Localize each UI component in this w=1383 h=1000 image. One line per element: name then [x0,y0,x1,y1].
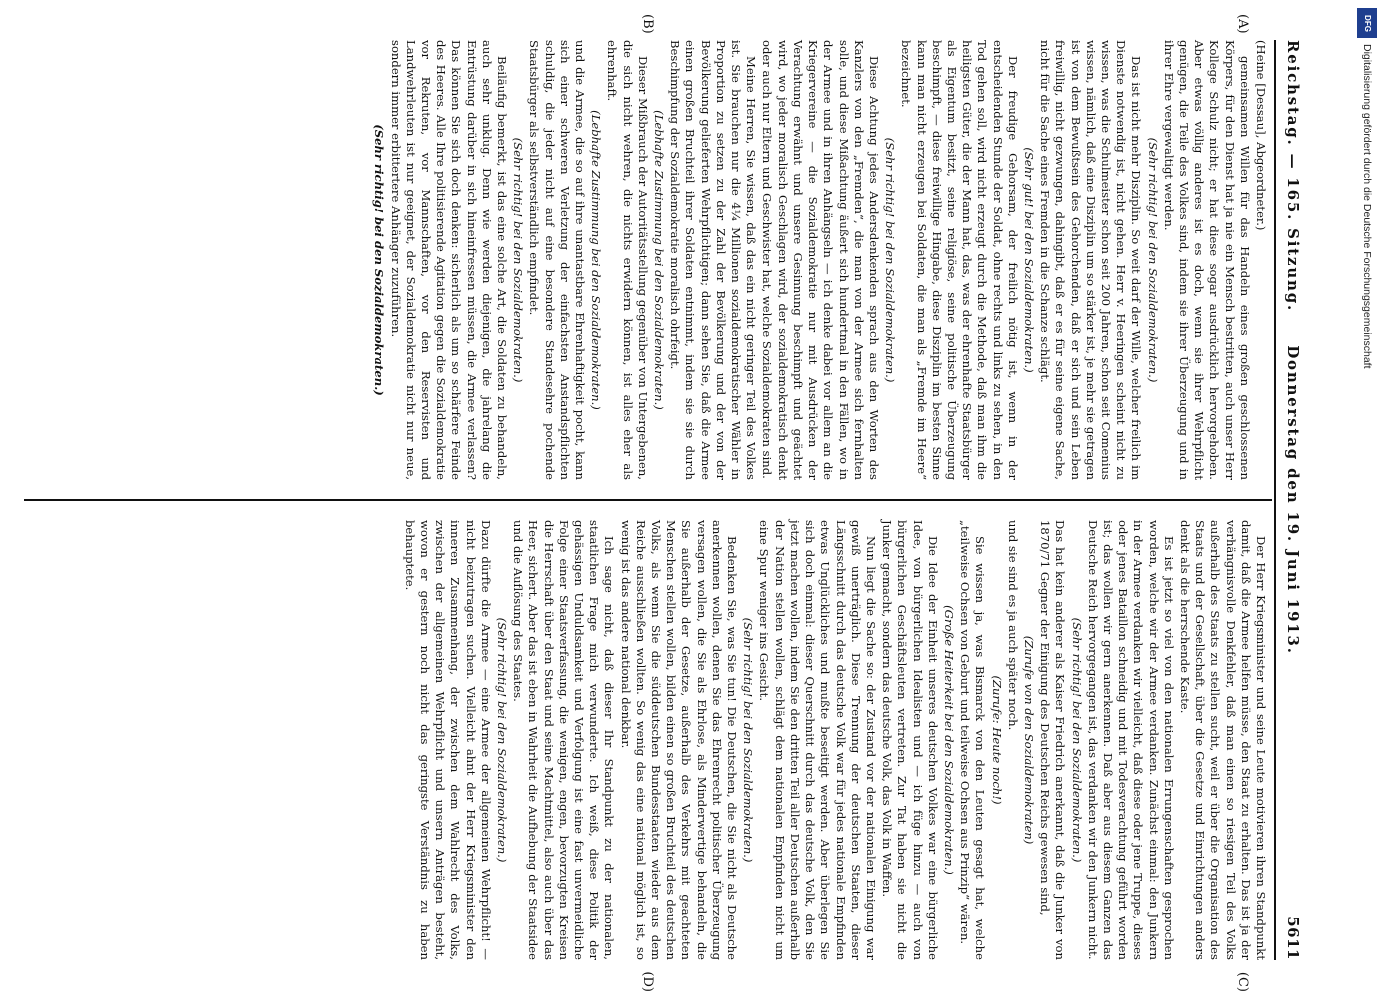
margin-marker-c: (C) [1235,971,1250,992]
paragraph: und sie sind es ja auch später noch. [1005,520,1020,731]
column-divider [24,499,1272,501]
paragraph: Nun liegt die Sache so: der Zustand vor der nationalen Einigung war gewiß unerträglich. Diese Trennung der deutschen Staaten, dieser Längsschnitt durch das deutsche Volk war für jedes nationale Empfinden etwas Unglückliches und mußte beseitigt werden. Aber überlegen Sie sich doch einmal: dieser Querschnitt durch das deutsche Volk, den Sie jetzt machen wollen, indem Sie den dritten Teil aller Deutschen außerhalb der Nation stellen wollen, schlägt dem nationalen Empfinden nicht um eine Spur weniger ins Gesicht. [757,520,878,960]
header-rule [1274,40,1276,960]
digitization-credit: Digitalisierung gefördert durch die Deutsche Forschungsgemeinschaft [1361,44,1373,369]
margin-marker-a: (A) [1235,14,1250,34]
interjection: (Zurufe: Heute noch!) [989,675,1004,805]
interjection: (Lebhafte Zustimmung bei den Sozialdemokraten.) [589,110,604,410]
digitization-strip [1355,8,1379,992]
page-header [1274,40,1302,960]
paragraph: Dazu dürfte die Armee — eine Armee der allgemeinen Wehrpflicht! — nicht beizutragen suchen. Vielleicht ahnt der Herr Kriegsminister den inneren Zusammenhang, der zwischen dem Wahlrecht des Volks, zwischen der allgemeinen Wehrpflicht und unsern Anträgen besteht, wovon er gestern noch nicht das geringste Verständnis zu haben behauptete. [402,520,493,960]
interjection: (Sehr richtig! bei den Sozialdemokraten.) [495,617,510,863]
header-left: Reichstag. — 165. Sitzung. [1284,40,1302,313]
paragraph: Es ist jetzt so viel von den nationalen Errungenschaften gesprochen worden, welche wir der Armee verdanken. Zunächst einmal: den Junkern in der Armee verdanken wir vielleicht, daß diese oder jene Truppe, dieses oder jenes Bataillon schneidig und mit Todesverachtung geführt worden ist; das wollen wir gern anerkennen. Daß aber aus diesem Ganzen das Deutsche Reich hervorgegangen ist, das verdanken wir den Junkern nicht. [1085,520,1176,960]
interjection: (Sehr richtig! bei den Sozialdemokraten.) [511,137,526,383]
dfg-logo: DFG [1357,8,1377,38]
paragraph: Diese Achtung jedes Andersdenkenden sprach aus den Worten des Kanzlers von den „Fremden“, die man von der Armee sich fernhalten solle, und diese Mißachtung äußert sich hundertmal in den Fällen, wo in der Armee und in ihren Anhängseln — ich denke dabei vor allem an die Kriegervereine — die Sozialdemokratie nur mit Ausdrücken der Verachtung erwähnt und unsere Gesinnung beschimpft und geächtet wird, wo jeder moralisch Geschlagen wird, der sozialdemokratisch denkt oder auch nur Eltern und Geschwister hat, welche Sozialdemokraten sind. [760,40,881,480]
paragraph: Beiläufig bemerkt, ist das eine solche Art, die Soldaten zu behandeln, auch sehr unklug. Denn wie werden diejenigen, die jahrelang die Entrüstung darüber in sich hineinfressen müssen, die Armee verlassen? Das können Sie sich doch denken: sicherlich als um so schärfere Feinde des Heeres. Alle Ihre politisierende Agitation gegen die Sozialdemokratie vor Rekruten, vor Mannschaften, vor den Reservisten und Landwehrleuten ist nur geeignet, der Sozialdemokratie nicht nur neue, sondern immer erbittertere Anhänger zuzuführen. [388,40,510,480]
interjection: (Sehr gut! bei den Sozialdemokraten.) [1021,147,1036,373]
page-number: 5611 [1284,916,1302,960]
paragraph: Bedenken Sie, was Sie tun! Die Deutschen, die Sie nicht als Deutsche anerkennen wollen, denen Sie das Ehrenrecht politischer Überzeugung versagen wollen, die Sie als Ehrlose, als Minderwertige behandeln, die Sie außerhalb der Gesetze, außerhalb des Verkehrs mit geachteten Menschen stellen wollen, bilden einen so großen Bruchteil des deutschen Volks, als wenn Sie die süddeutschen Bundesstaaten wieder aus dem Reiche ausschließen wollten. So wenig das eine national möglich ist, so wenig ist das andere national denkbar. [618,520,740,960]
paragraph: Das hat kein anderer als Kaiser Friedrich anerkannt, daß die Junker von 1870/71 Gegner der Einigung des Deutschen Reichs gewesen sind, [1038,520,1068,960]
left-column [30,40,1268,480]
interjection: (Sehr richtig! bei den Sozialdemokraten.) [372,124,387,396]
interjection: (Sehr richtig! bei den Sozialdemokraten.) [1069,617,1084,863]
right-column [30,520,1268,960]
paragraph: gemeinsamen Willen für das Handeln eines großen geschlossenen Körpers, für den Dienst hat ja nie ein Mensch bestritten, auch unser Herr Kollege Schulz nicht; er hat diese sogar ausdrücklich hervorgehoben. Aber etwas völlig anderes ist es doch, wenn sie ihrer Wehrpflicht genügen, die Teile des Volkes sind, indem sie ihrer Überzeugung und in ihrer Ehre vergewaltigt werden. [1161,40,1252,480]
interjection: (Große Heiterkeit bei den Sozialdemokraten.) [941,605,956,875]
margin-marker-d: (D) [640,971,655,992]
interjection: (Sehr richtig! bei den Sozialdemokraten.) [1145,137,1160,383]
paragraph: und die Armee, die so auf ihre unantastbare Ehrenhaftigkeit pocht, kann sich einer schweren Verletzung der einfachsten Anstandspflichten schuldig, die jeder nicht auf eine besondere Standesehre pochende Staatsbürger als selbstverständlich empfindet. [527,40,588,480]
interjection: (Lebhafte Zustimmung bei den Sozialdemokraten.) [652,110,667,410]
paragraph: Ich sage nicht, daß dieser Ihr Standpunkt zu der nationalen, staatlichen Frage mich verwunderte. Ich weiß, diese Politik der gehässigen Unduldsamkeit und Verfolgung ist eine fast unvermeidliche Folge einer Staatsverfassung, die wenigen, engen, bevorzugten Kreisen die Herrschaft über den Staat und seine Machtmittel, also auch über das Heer, sichert. Aber das ist eben in Wahrheit die Aufhebung der Staatsidee und die Auflösung des Staates. [511,520,617,960]
paragraph: Der freudige Gehorsam, der freilich nötig ist, wenn in der entscheidenden Stunde der Soldat, ohne rechts und links zu sehen, in den Tod gehen soll, wird nicht erzeugt durch die Methode, daß man ihm die heiligsten Güter, die der Mann hat, das, was der ehrenhafte Staatsbürger als Eigentum besitzt, seine religiöse, seine politische Überzeugung beschimpft, — diese freiwillige Hingabe, diese Disziplin im besten Sinne kann man nicht erzeugen bei Soldaten, die man als „Fremde im Heere“ bezeichnet. [899,40,1020,480]
paragraph: Dieser Mißbrauch der Autoritätsstellung gegenüber von Untergebenen, die sich nicht wehren, die nichts erwidern können, ist alles eher als ehrenhaft. [605,40,650,480]
interjection: (Sehr richtig! bei den Sozialdemokraten.) [741,617,756,863]
paragraph: Das ist nicht mehr Disziplin. So weit darf der Wille, welcher freilich im Dienste notwendig ist, nicht gehen. Herr v. Heeringen scheint nicht zu wissen, was die Schulmeister schon seit 200 Jahren, schon seit Comenius wissen, nämlich, daß eine Disziplin um so stärker ist, je mehr sie getragen ist von dem Bewußtsein des Gehorchenden, daß er sich und sein Leben freiwillig, nicht gezwungen, dahingibt, daß er es für seine eigene Sache, nicht für die Sache eines Fremden in die Schanze schlägt. [1038,40,1144,480]
speaker-line: (Heine [Dessau], Abgeordneter.) [1254,40,1268,231]
header-date: Donnerstag den 19. Juni 1913. [1284,345,1302,655]
interjection: (Sehr richtig! bei den Sozialdemokraten.) [883,137,898,383]
margin-marker-b: (B) [640,14,655,34]
interjection: (Zurufe von den Sozialdemokraten) [1021,635,1036,845]
paragraph: Der Herr Kriegsminister und seine Leute motivieren ihren Standpunkt damit, daß die Armee helfen müsse, den Staat zu erhalten. Das ist ja der verhängnisvolle Denkfehler, daß man einen so riesigen Teil des Volks außerhalb des Staats zu stellen sucht, weil er über die Organisation des Staats und der Gesellschaft, über die Gesetze und Einrichtungen anders denkt als die herrschende Kaste. [1177,520,1268,960]
paragraph: Sie wissen ja, was Bismarck von den Leuten gesagt hat, welche „teilweise Ochsen von Geburt und teilweise Ochsen aus Prinzip“ wären. [958,520,988,960]
paragraph: Die Idee der Einheit unseres deutschen Volkes war eine bürgerliche Idee, von bürgerlichen Idealisten und — ich füge hinzu — auch von bürgerlichen Geschäftsleuten vertreten. Zur Tat haben sie nicht die Junker gemacht, sondern das deutsche Volk, das Volk in Waffen. [880,520,940,960]
paragraph: Meine Herren, Sie wissen, daß das ein nicht geringer Teil des Volkes ist. Sie brauchen nur die 4¼ Millionen sozialdemokratischer Wähler in Proportion zu setzen zu der Zahl der Bevölkerung und der von der Bevölkerung gelieferten Wehrpflichtigen; dann sehen Sie, daß die Armee einen großen Bruchteil ihrer Soldaten entnimmt, indem sie sie durch Beschimpfung der Sozialdemokratie moralisch ohrfeigt. [668,40,759,480]
